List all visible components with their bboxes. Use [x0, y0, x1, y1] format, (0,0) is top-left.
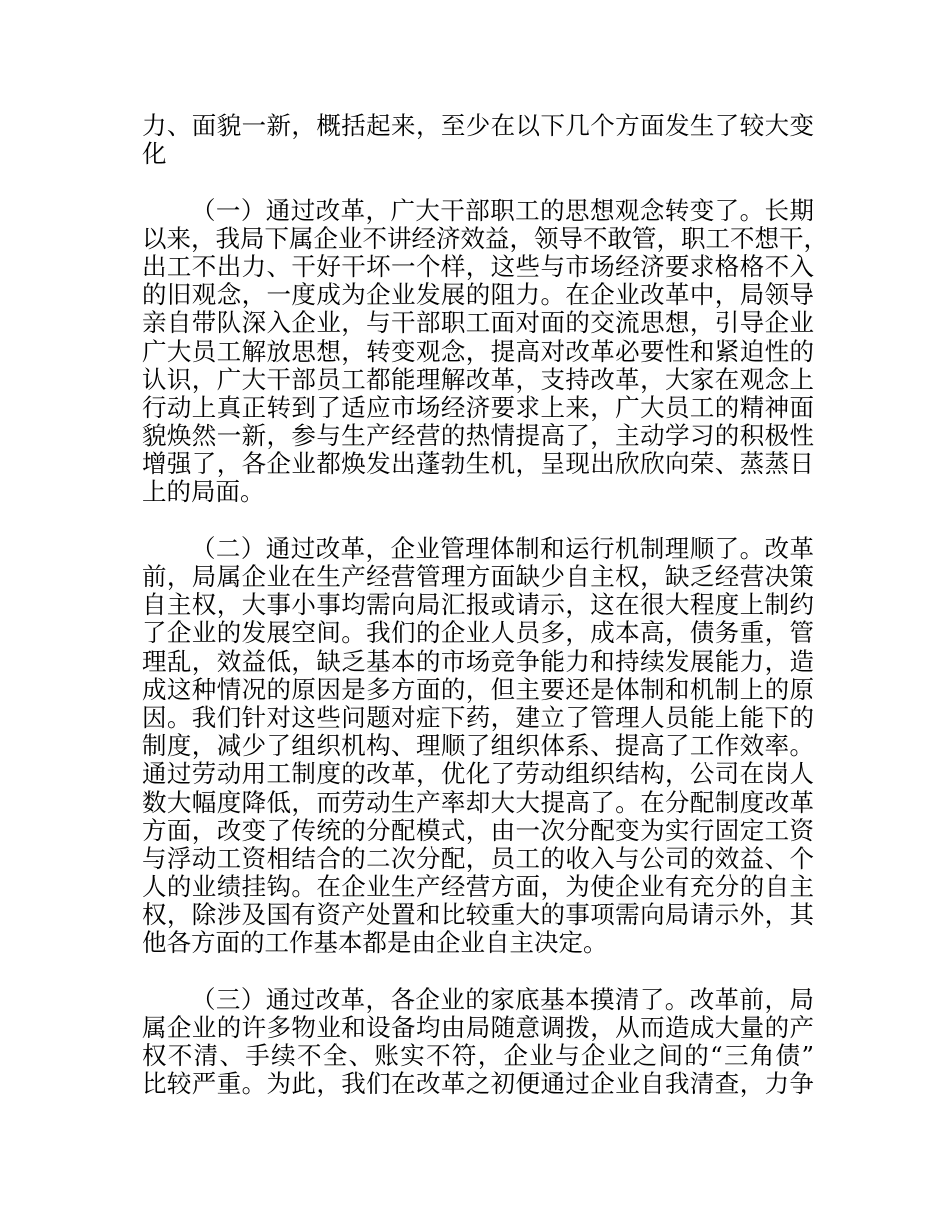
text-line: 认识，广大干部员工都能理解改革，支持改革，大家在观念上	[142, 364, 814, 394]
text-line: 前，局属企业在生产经营管理方面缺少自主权，缺乏经营决策	[142, 562, 814, 591]
text-line: （二）通过改革，企业管理体制和运行机制理顺了。改革	[191, 533, 814, 563]
text-line: 的旧观念，一度成为企业发展的阻力。在企业改革中，局领导	[142, 280, 814, 310]
text-line: 出工不出力、干好干坏一个样，这些与市场经济要求格格不入	[142, 251, 814, 281]
text-line: 貌焕然一新，参与生产经营的热情提高了，主动学习的积极性	[142, 421, 814, 451]
text-line: 与浮动工资相结合的二次分配，员工的收入与公司的效益、个	[142, 843, 814, 873]
text-line: 他各方面的工作基本都是由企业自主决定。	[142, 928, 608, 958]
text-line: 方面，改变了传统的分配模式，由一次分配变为实行固定工资	[142, 815, 814, 845]
text-line: 数大幅度降低，而劳动生产率却大大提高了。在分配制度改革	[142, 787, 814, 817]
text-line: 广大员工解放思想，转变观念，提高对改革必要性和紧迫性的	[142, 336, 814, 366]
paragraph-section-1	[142, 195, 828, 507]
text-line: 以来，我局下属企业不讲经济效益，领导不敢管，职工不想干，	[142, 223, 828, 253]
text-line: 上的局面。	[142, 477, 265, 507]
text-line: 力、面貌一新，概括起来，至少在以下几个方面发生了较大变	[142, 111, 814, 140]
paragraph-section-3	[142, 986, 814, 1099]
text-line: 人的业绩挂钩。在企业生产经营方面，为使企业有充分的自主	[142, 872, 814, 902]
paragraph-intro-continued	[142, 112, 814, 168]
text-line: 化	[142, 139, 167, 169]
text-line: 成这种情况的原因是多方面的，但主要还是体制和机制上的原	[142, 674, 814, 704]
text-line: 增强了，各企业都焕发出蓬勃生机，呈现出欣欣向荣、蒸蒸日	[142, 449, 814, 479]
text-line: 通过劳动用工制度的改革，优化了劳动组织结构，公司在岗人	[142, 759, 814, 789]
text-line: 比较严重。为此，我们在改革之初便通过企业自我清查，力争	[142, 1069, 814, 1099]
text-line: 权不清、手续不全、账实不符，企业与企业之间的“三角债”	[142, 1041, 814, 1071]
text-line: 属企业的许多物业和设备均由局随意调拨，从而造成大量的产	[142, 1013, 814, 1042]
text-line: 行动上真正转到了适应市场经济要求上来，广大员工的精神面	[142, 392, 814, 422]
text-line: 自主权，大事小事均需向局汇报或请示，这在很大程度上制约	[142, 590, 814, 620]
text-line: 了企业的发展空间。我们的企业人员多，成本高，债务重，管	[142, 618, 814, 648]
text-line: 理乱，效益低，缺乏基本的市场竞争能力和持续发展能力，造	[142, 646, 814, 676]
text-line: 权，除涉及国有资产处置和比较重大的事项需向局请示外，其	[142, 900, 814, 930]
text-line: 亲自带队深入企业，与干部职工面对面的交流思想，引导企业	[142, 308, 814, 338]
paragraph-section-2	[142, 535, 814, 958]
text-line: 制度，减少了组织机构、理顺了组织体系、提高了工作效率。	[142, 731, 814, 761]
text-line: 因。我们针对这些问题对症下药，建立了管理人员能上能下的	[142, 702, 814, 732]
text-line: （三）通过改革，各企业的家底基本摸清了。改革前，局	[191, 984, 814, 1014]
document-body	[142, 111, 828, 1127]
text-line: （一）通过改革，广大干部职工的思想观念转变了。长期	[191, 195, 814, 225]
